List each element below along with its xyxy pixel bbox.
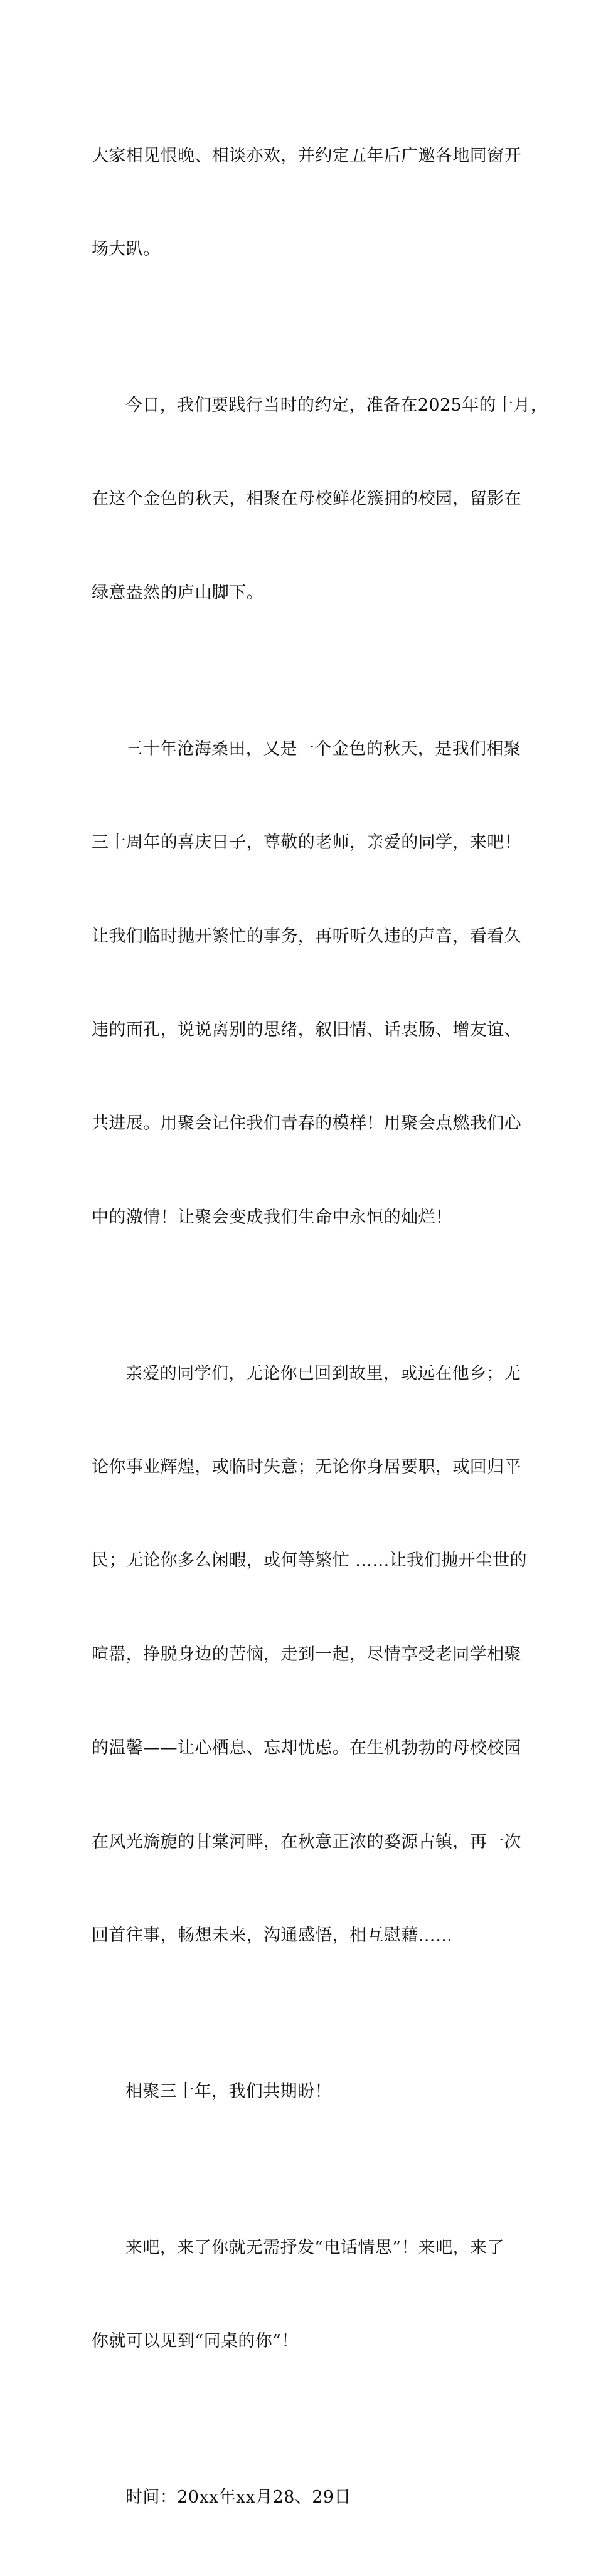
text-line: 亲爱的同学们，无论你已回到故里，或远在他乡；无 [125, 1363, 521, 1383]
paragraph-5 [92, 2014, 519, 2170]
text-line: 大家相见恨晚、相谈亦欢，并约定五年后广邀各地同窗开 [92, 145, 521, 166]
paragraph-4 [92, 1296, 527, 2014]
document-body [92, 78, 548, 2576]
text-line: 相聚三十年，我们共期盼！ [125, 2082, 332, 2101]
text-line: 时间：20xx年xx月28、29日 [125, 2488, 351, 2508]
text-line: 三十年沧海桑田，又是一个金色的秋天，是我们相聚 [125, 739, 521, 759]
text-line: 场大趴。 [92, 239, 161, 259]
text-line: 绿意盎然的庐山脚下。 [92, 583, 263, 603]
paragraph-2 [92, 327, 548, 671]
text-line: 论你事业辉煌，或临时失意；无论你身居要职，或回归平 [92, 1457, 521, 1477]
text-line: 共进展。用聚会记住我们青春的模样！用聚会点燃我们心 [92, 1114, 521, 1134]
text-line: 让我们临时抛开繁忙的事务，再听听久违的声音，看看久 [92, 926, 521, 946]
text-line: 在这个金色的秋天，相聚在母校鲜花簇拥的校园，留影在 [92, 489, 521, 509]
text-line: 来吧，来了你就无需抒发“电话情思”！来吧，来了 [125, 2237, 504, 2257]
paragraph-3 [92, 671, 519, 1296]
paragraph-1 [92, 78, 519, 327]
text-line: 民；无论你多么闲暇，或何等繁忙 ……让我们抛开尘世的 [92, 1551, 527, 1571]
paragraph-7 [92, 2420, 519, 2576]
text-line: 的温馨——让心栖息、忘却忧虑。在生机勃勃的母校校园 [92, 1738, 521, 1758]
text-line: 中的激情！让聚会变成我们生命中永恒的灿烂！ [92, 1207, 453, 1227]
text-line: 喧嚣，挣脱身边的苦恼，走到一起，尽情享受老同学相聚 [92, 1644, 521, 1664]
text-line: 违的面孔，说说离别的思绪，叙旧情、话衷肠、增友谊、 [92, 1020, 521, 1040]
text-line: 今日，我们要践行当时的约定，准备在2025年的十月， [125, 395, 548, 415]
text-line: 在风光旖旎的甘棠河畔，在秋意正浓的婺源古镇，再一次 [92, 1832, 521, 1852]
text-line: 你就可以见到“同桌的你”！ [92, 2331, 299, 2352]
paragraph-6 [92, 2170, 519, 2419]
text-line: 回首往事，畅想未来，沟通感悟，相互慰藉…… [92, 1926, 453, 1946]
text-line: 三十周年的喜庆日子，尊敬的老师，亲爱的同学，来吧！ [92, 833, 521, 853]
